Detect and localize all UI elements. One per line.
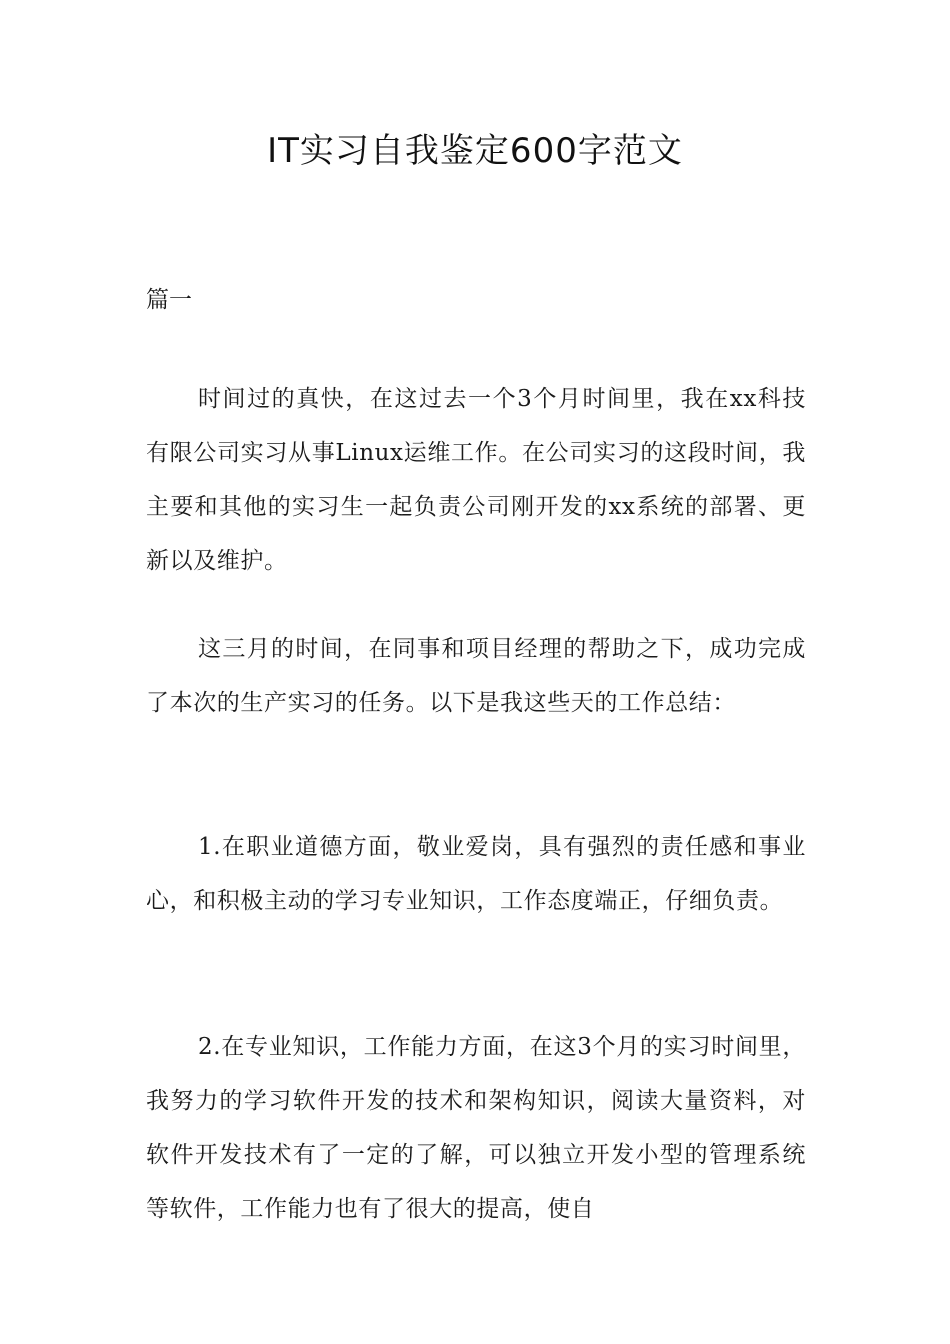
document-title: IT实习自我鉴定600字范文 [267,131,683,171]
body-paragraph: 1.在职业道德方面，敬业爱岗，具有强烈的责任感和事业心，和积极主动的学习专业知识，工作态度端正，仔细负责。 [146,834,806,914]
body-paragraph: 2.在专业知识，工作能力方面，在这3个月的实习时间里，我努力的学习软件开发的技术和架构知识，阅读大量资料，对软件开发技术有了一定的了解，可以独立开发小型的管理系统等软件，工作能力也有了很大的提高，使自 [146,1034,806,1222]
section-label: 篇一 [146,287,192,313]
body-paragraph: 时间过的真快，在这过去一个3个月时间里，我在xx科技有限公司实习从事Linux运维工作。在公司实习的这段时间，我主要和其他的实习生一起负责公司刚开发的xx系统的部署、更新以及维护。 [146,386,806,574]
body-paragraph: 这三月的时间，在同事和项目经理的帮助之下，成功完成了本次的生产实习的任务。以下是我这些天的工作总结： [146,636,806,716]
